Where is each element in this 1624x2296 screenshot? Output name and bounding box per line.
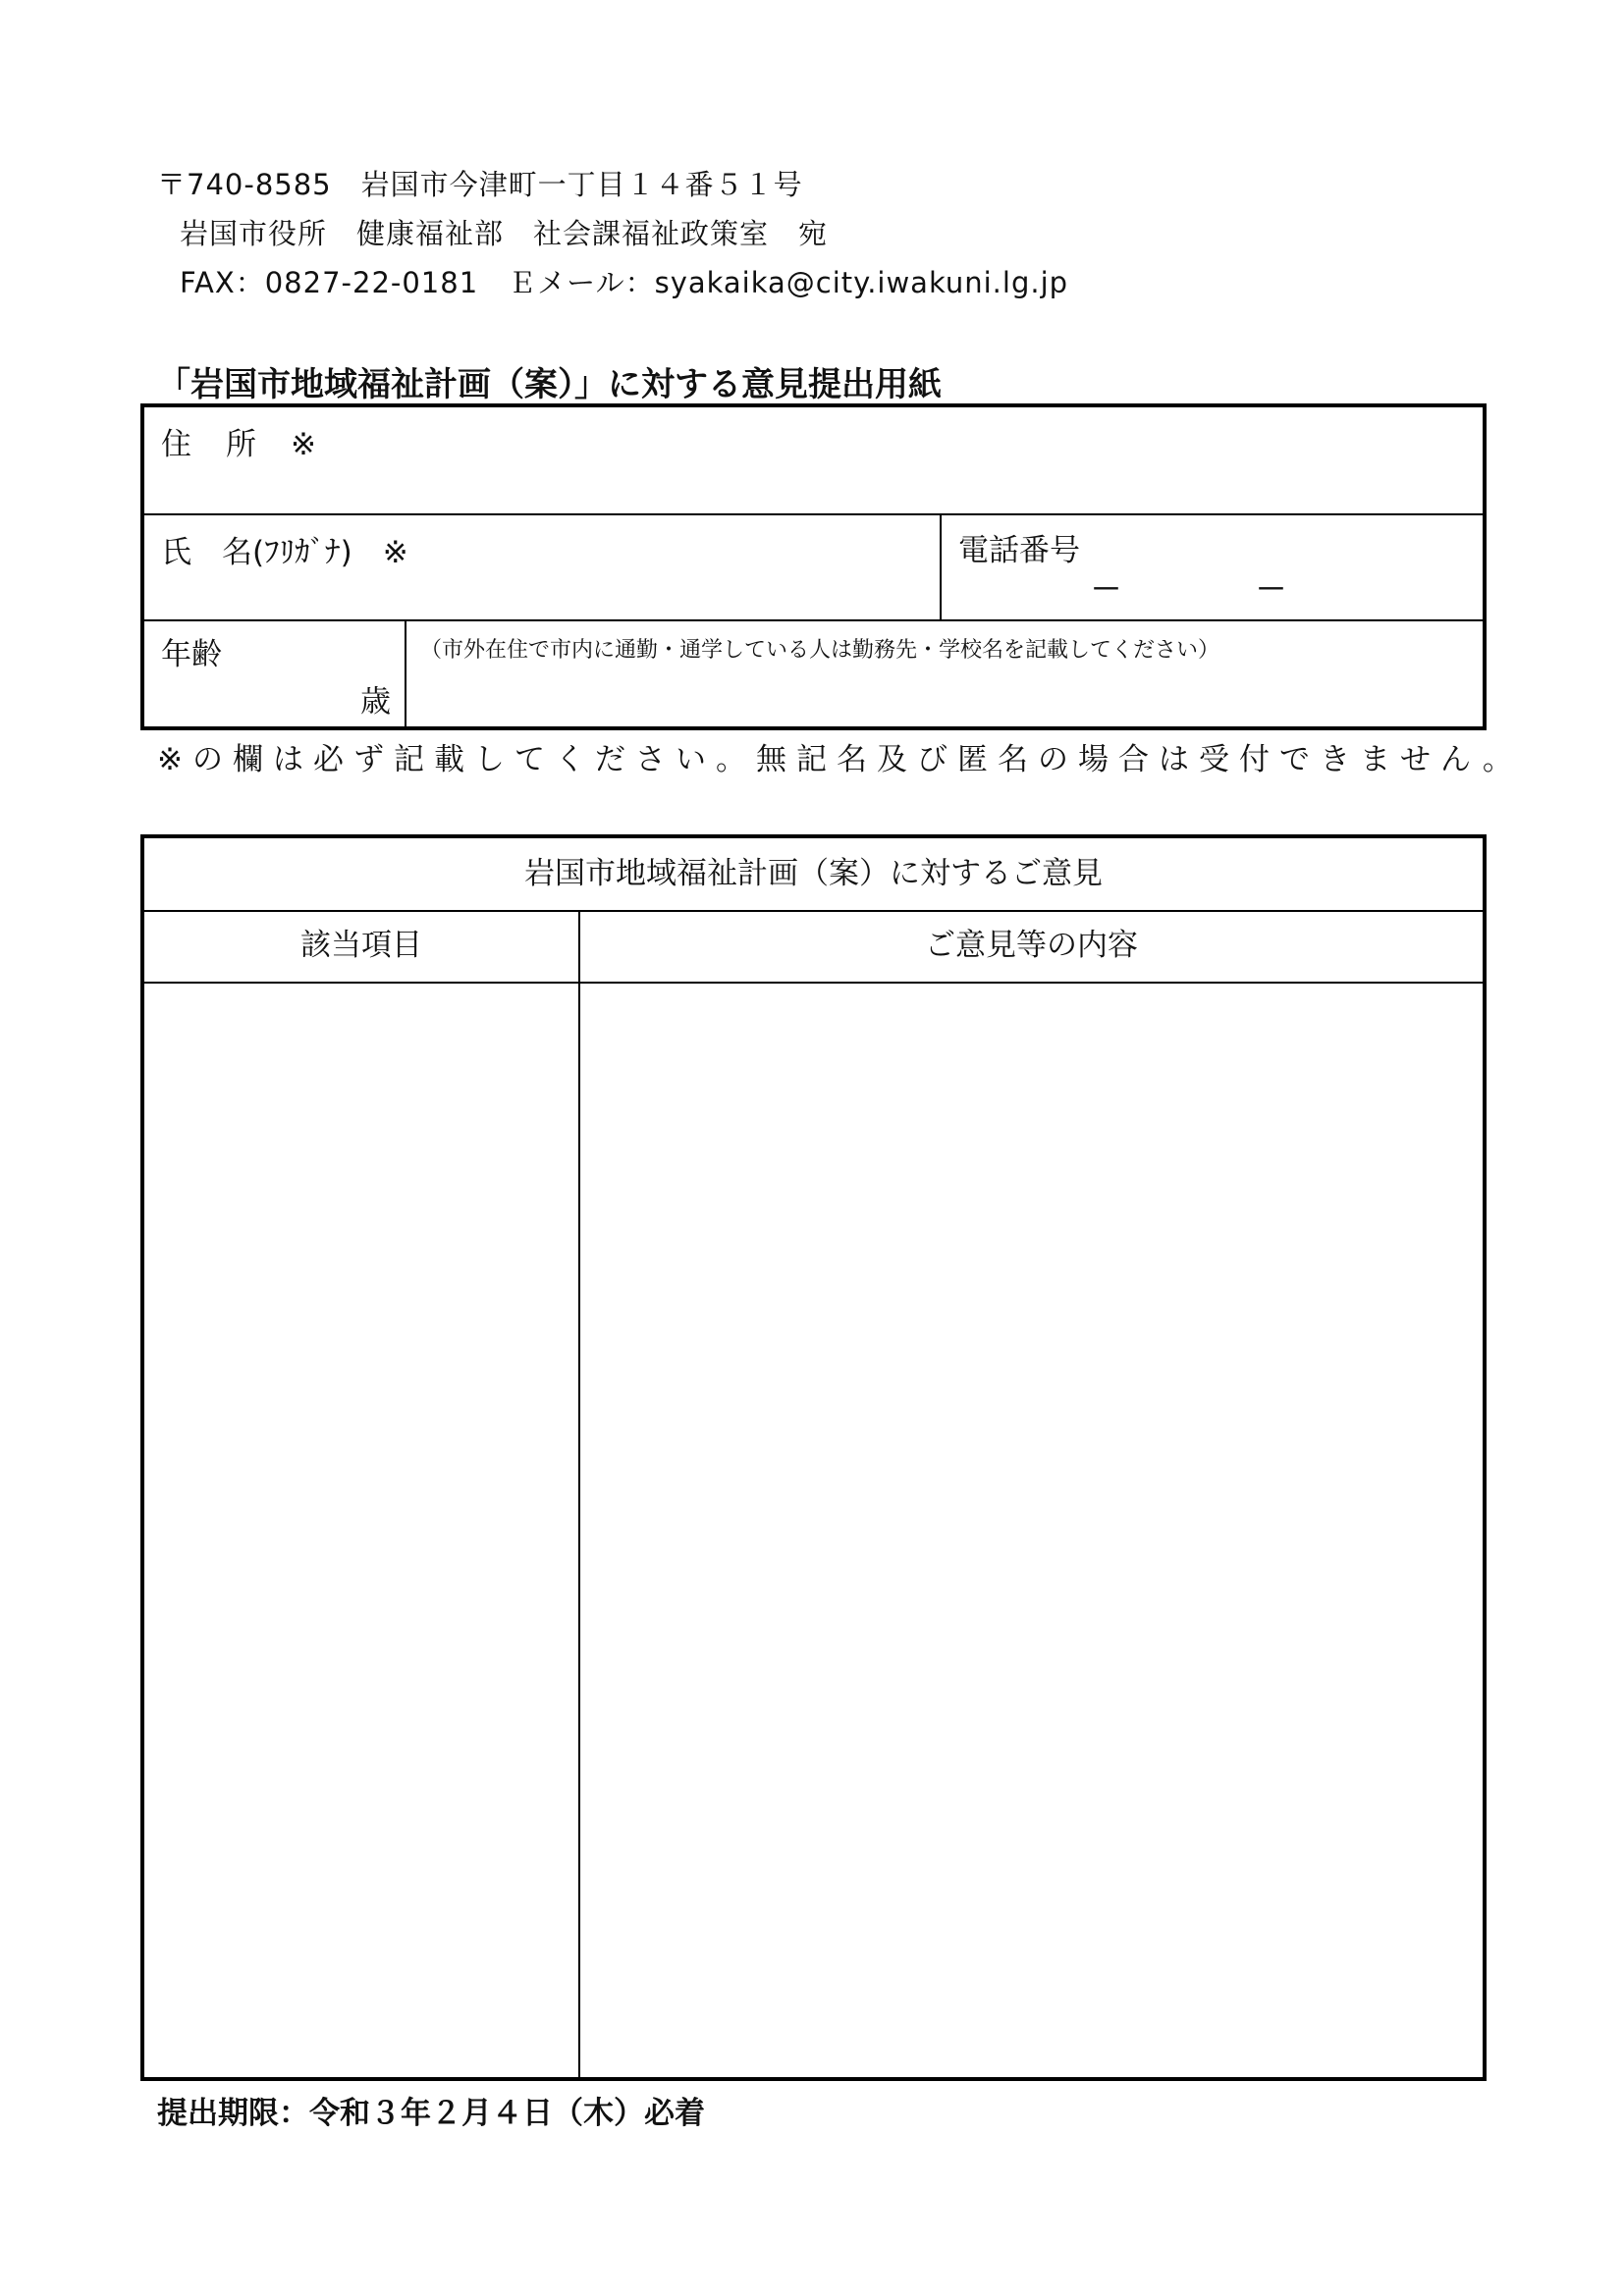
name-label: 氏 名(ﾌﾘｶﾞﾅ) ※	[161, 535, 408, 570]
address-line-department: 岩国市役所 健康福祉部 社会課福祉政策室 宛	[180, 217, 829, 250]
submitter-info-table	[140, 403, 1487, 730]
column-header-item: 該当項目	[144, 910, 580, 984]
required-fields-notice: ※の欄は必ず記載してください。無記名及び匿名の場合は受付できません。	[157, 742, 1523, 777]
submission-deadline: 提出期限：令和３年２月４日（木）必着	[157, 2096, 705, 2131]
name-phone-row	[144, 515, 1483, 621]
opinion-table	[140, 834, 1487, 2081]
age-workplace-row	[144, 621, 1483, 726]
workplace-field[interactable]	[406, 621, 1483, 726]
phone-separator: －	[1256, 572, 1286, 608]
phone-field[interactable]	[942, 515, 1483, 619]
content-input-area[interactable]	[580, 984, 1483, 2077]
age-unit: 歳	[360, 684, 391, 720]
address-line-contact: FAX：0827-22-0181 Ｅメール：syakaika@city.iwakuni.lg.jp	[180, 266, 1069, 299]
form-title: 「岩国市地域福祉計画（案）」に対する意見提出用紙	[157, 365, 942, 404]
age-field[interactable]	[144, 621, 406, 726]
item-input-area[interactable]	[144, 984, 580, 2077]
address-label: 住 所 ※	[161, 427, 318, 462]
age-label: 年齢	[161, 637, 222, 672]
workplace-note: （市外在住で市内に通勤・通学している人は勤務先・学校名を記載してください）	[420, 638, 1220, 663]
address-line-postal: 〒740-8585 岩国市今津町一丁目１４番５１号	[157, 168, 803, 201]
address-row[interactable]	[144, 407, 1483, 515]
phone-label: 電話番号	[958, 533, 1080, 568]
phone-separator: －	[1091, 572, 1121, 608]
name-field[interactable]	[144, 515, 942, 619]
opinion-table-title: 岩国市地域福祉計画（案）に対するご意見	[144, 838, 1483, 912]
column-header-content: ご意見等の内容	[580, 910, 1483, 984]
